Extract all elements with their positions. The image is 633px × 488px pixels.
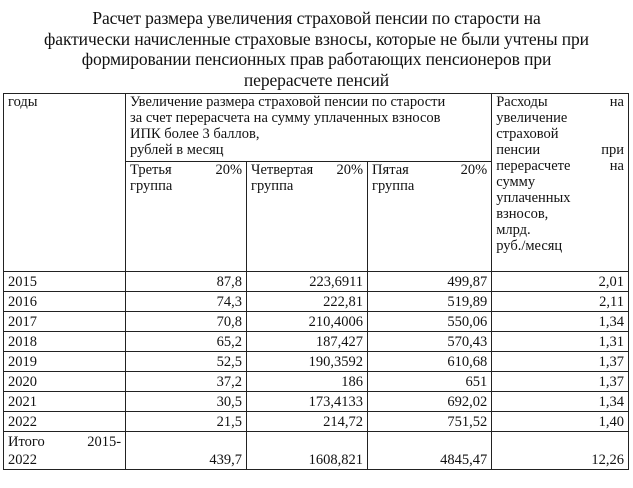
group-4-title [251, 162, 363, 178]
total-label-word: 2015- [87, 434, 122, 450]
header-expenses-word: Расходы [496, 94, 548, 110]
cell-total-expenses: 12,26 [492, 432, 629, 470]
cell-group-3: 52,5 [126, 352, 247, 372]
table-row [4, 332, 629, 352]
header-expenses-line-1 [496, 94, 624, 110]
table-row [4, 412, 629, 432]
header-expenses-line-6: сумму [496, 174, 536, 190]
cell-expenses: 1,31 [492, 332, 629, 352]
table-row [4, 392, 629, 412]
total-label-line-2: 2022 [8, 452, 37, 468]
table-row [4, 372, 629, 392]
cell-group-5: 751,52 [368, 412, 492, 432]
table-row [4, 272, 629, 292]
header-expenses-line-4 [496, 142, 624, 158]
cell-group-3: 87,8 [126, 272, 247, 292]
header-increase [126, 94, 492, 162]
header-group-3 [126, 162, 247, 272]
cell-group-3: 70,8 [126, 312, 247, 332]
cell-group-3: 37,2 [126, 372, 247, 392]
cell-group-5: 519,89 [368, 292, 492, 312]
cell-group-4: 186 [247, 372, 368, 392]
header-expenses-line-3: страховой [496, 126, 559, 142]
header-expenses-word: на [609, 94, 624, 110]
group-name: Пятая [372, 162, 409, 178]
cell-group-4: 222,81 [247, 292, 368, 312]
header-increase-line-4: рублей в месяц [130, 142, 224, 158]
header-expenses-word: пенсии [496, 142, 541, 158]
table-row [4, 312, 629, 332]
document-title [0, 8, 633, 90]
header-expenses-word: перерасчете [496, 158, 571, 174]
cell-year: 2016 [4, 292, 126, 312]
header-expenses-line-8: взносов, [496, 206, 549, 222]
title-line-4: перерасчете пенсий [243, 69, 390, 90]
group-pct: 20% [215, 162, 243, 178]
group-3-title [130, 162, 242, 178]
header-increase-line-3: ИПК более 3 баллов, [130, 126, 260, 142]
pension-table [3, 93, 629, 470]
cell-expenses: 1,34 [492, 392, 629, 412]
header-expenses-line-2: увеличение [496, 110, 568, 126]
header-years: годы [4, 94, 126, 272]
cell-group-3: 30,5 [126, 392, 247, 412]
cell-group-3: 65,2 [126, 332, 247, 352]
group-word: группа [251, 178, 294, 194]
total-label-line-1 [8, 433, 121, 451]
cell-group-3: 74,3 [126, 292, 247, 312]
cell-total-group-3: 439,7 [126, 432, 247, 470]
cell-year: 2015 [4, 272, 126, 292]
cell-total-label [4, 432, 126, 470]
header-group-5 [368, 162, 492, 272]
header-expenses-line-7: уплаченных [496, 190, 571, 206]
group-name: Четвертая [251, 162, 314, 178]
header-group-4 [247, 162, 368, 272]
cell-year: 2017 [4, 312, 126, 332]
cell-year: 2019 [4, 352, 126, 372]
group-name: Третья [130, 162, 172, 178]
cell-year: 2018 [4, 332, 126, 352]
group-pct: 20% [336, 162, 364, 178]
cell-expenses: 1,37 [492, 372, 629, 392]
header-row [4, 94, 629, 162]
header-expenses-line-10: руб./месяц [496, 238, 563, 254]
table-row [4, 292, 629, 312]
title-line-3: формировании пенсионных прав работающих пенсионеров при [81, 49, 552, 69]
group-word: группа [130, 178, 173, 194]
cell-expenses: 1,34 [492, 312, 629, 332]
cell-group-5: 692,02 [368, 392, 492, 412]
cell-year: 2021 [4, 392, 126, 412]
cell-total-group-4: 1608,821 [247, 432, 368, 470]
header-expenses-word: при [601, 142, 624, 158]
cell-group-5: 651 [368, 372, 492, 392]
total-label-word: Итого [8, 434, 45, 450]
table-row [4, 352, 629, 372]
cell-group-5: 499,87 [368, 272, 492, 292]
cell-group-4: 210,4006 [247, 312, 368, 332]
title-line-2: фактически начисленные страховые взносы, которые не были учтены при [44, 28, 589, 49]
header-expenses [492, 94, 629, 272]
cell-group-4: 190,3592 [247, 352, 368, 372]
cell-group-3: 21,5 [126, 412, 247, 432]
cell-year: 2020 [4, 372, 126, 392]
cell-expenses: 1,37 [492, 352, 629, 372]
header-increase-line-2: за счет перерасчета на сумму уплаченных взносов [130, 110, 441, 126]
cell-group-5: 570,43 [368, 332, 492, 352]
cell-total-group-5: 4845,47 [368, 432, 492, 470]
cell-group-4: 173,4133 [247, 392, 368, 412]
cell-year: 2022 [4, 412, 126, 432]
cell-expenses: 2,11 [492, 292, 629, 312]
cell-group-4: 214,72 [247, 412, 368, 432]
cell-group-5: 610,68 [368, 352, 492, 372]
group-word: группа [372, 178, 415, 194]
cell-group-5: 550,06 [368, 312, 492, 332]
cell-group-4: 223,6911 [247, 272, 368, 292]
cell-group-4: 187,427 [247, 332, 368, 352]
header-expenses-line-9: млрд. [496, 222, 531, 238]
group-5-title [372, 162, 487, 178]
header-increase-line-1: Увеличение размера страховой пенсии по старости [130, 94, 446, 110]
cell-expenses: 2,01 [492, 272, 629, 292]
total-row [4, 432, 629, 470]
group-pct: 20% [460, 162, 488, 178]
cell-expenses: 1,40 [492, 412, 629, 432]
title-line-1: Расчет размера увеличения страховой пенсии по старости на [92, 8, 541, 28]
header-expenses-line-5 [496, 158, 624, 174]
header-expenses-word: на [609, 158, 624, 174]
